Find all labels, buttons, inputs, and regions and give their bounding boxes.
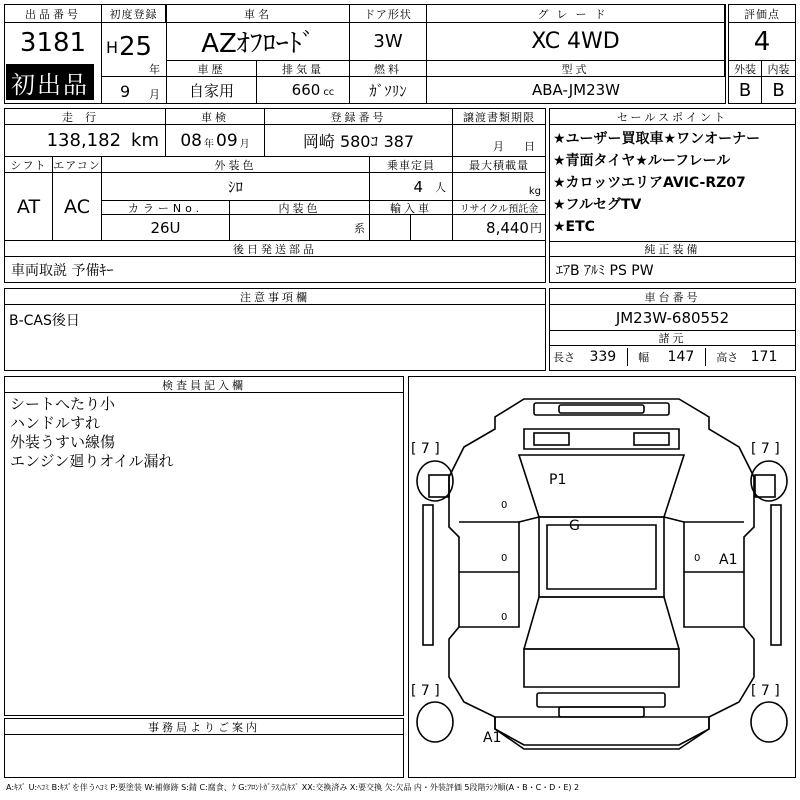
import-cell <box>370 215 411 241</box>
model-code: ABA-JM23W <box>531 81 620 99</box>
mark-left-rear-door: 0 <box>501 612 508 623</box>
inspector-note: ハンドルすれ <box>10 414 101 432</box>
shift: AT <box>5 173 53 241</box>
ac-label: エアコン <box>53 158 101 172</box>
history-label: 車歴 <box>167 61 257 77</box>
int-color-label: 内装色 <box>230 201 370 215</box>
score-label: 評価点 <box>729 5 795 23</box>
shift-label: シフト <box>5 157 53 173</box>
dimensions-row <box>553 348 793 368</box>
model-label: 型式 <box>427 61 725 77</box>
height-value: 171 <box>750 349 778 365</box>
transfer-month-unit: 月 <box>493 139 504 153</box>
tire-rear-right: [ 7 ] <box>751 683 780 699</box>
sales-points-list <box>553 128 793 238</box>
inspector-note: エンジン廻りオイル漏れ <box>10 452 174 470</box>
int-color-cell <box>230 215 370 241</box>
lot-number-label: 出品番号 <box>5 5 102 23</box>
genuine-equipment: ｴｱB ｱﾙﾐ PS PW <box>556 262 654 279</box>
later-parts-label: 後日発送部品 <box>5 241 545 257</box>
mark-left-fender: 0 <box>501 500 508 511</box>
import-cell-2 <box>411 215 453 241</box>
plate-label: 登録番号 <box>265 109 453 125</box>
import-label: 輸入車 <box>370 201 453 215</box>
car-history: 自家用 <box>167 77 257 103</box>
inspection-month: 09 <box>216 130 238 151</box>
mark-rear-bumper: A1 <box>483 730 502 746</box>
capacity: 4 <box>413 177 423 196</box>
mark-right-door: A1 <box>719 552 738 568</box>
width-label: 幅 <box>638 351 650 364</box>
ext-grade: B <box>729 77 762 103</box>
later-parts: 車両取説 予備ｷｰ <box>11 262 114 279</box>
inspection-label: 車検 <box>166 109 265 125</box>
inspector-notes <box>10 395 174 471</box>
tire-front-left: [ 7 ] <box>411 441 440 457</box>
grade-label: グレード <box>427 5 725 23</box>
inspection-cell <box>166 125 265 157</box>
mileage: 138,182 <box>46 130 122 151</box>
transfer-label: 譲渡書類期限 <box>453 109 545 125</box>
mileage-label: 走行 <box>5 109 166 125</box>
month-unit: 月 <box>149 88 160 101</box>
color-no: 26U <box>102 215 230 241</box>
inspection-year: 08 <box>180 130 202 151</box>
office-label: 事務局よりご案内 <box>5 719 403 735</box>
displacement-cell <box>257 77 350 103</box>
first-reg-month: 9 <box>120 82 131 101</box>
chassis-label: 車台番号 <box>550 289 795 305</box>
int-color-unit: 系 <box>354 221 365 235</box>
max-load-cell <box>453 173 545 201</box>
first-reg-year: 25 <box>119 32 153 62</box>
mileage-cell <box>5 125 166 157</box>
ext-grade-label: 外装 <box>729 61 762 77</box>
color-no-label: カラーNo. <box>102 201 230 215</box>
sales-point-item: ★フルセグTV <box>553 197 642 213</box>
car-diagram <box>408 376 796 778</box>
length-value: 339 <box>589 349 617 365</box>
recycle-cell <box>453 215 545 241</box>
era: H <box>106 38 119 57</box>
height-label: 高さ <box>716 351 739 364</box>
mark-right-front-door: 0 <box>694 553 701 564</box>
sales-point-item: ★青面タイヤ★ルーフレール <box>553 153 731 169</box>
sales-point-item: ★ETC <box>553 219 595 235</box>
door-type-label: ドア形状 <box>350 5 427 23</box>
inspection-year-unit: 年 <box>204 139 214 150</box>
recycle-unit: 円 <box>529 221 542 235</box>
capacity-unit: 人 <box>435 180 446 194</box>
lot-number: 3181 <box>5 23 102 63</box>
genuine-label: 純正装備 <box>550 242 795 257</box>
int-grade-label: 内装 <box>762 61 795 77</box>
int-grade: B <box>772 79 785 101</box>
car-name: AZｵﾌﾛｰﾄﾞ <box>167 23 350 61</box>
spec-label: 諸元 <box>550 331 795 346</box>
year-unit: 年 <box>149 63 160 76</box>
ext-color-label: 外装色 <box>102 157 370 173</box>
fuel-label: 燃料 <box>350 61 427 77</box>
plate-number: 岡崎 580ｺ 387 <box>265 125 453 157</box>
overall-score: 4 <box>729 23 795 61</box>
displacement-unit: cc <box>323 86 335 98</box>
inspector-note: シートへたり小 <box>10 395 116 413</box>
capacity-cell <box>370 173 453 201</box>
length-label: 長さ <box>553 351 575 364</box>
notes-label: 注意事項欄 <box>5 289 545 305</box>
tire-rear-left: [ 7 ] <box>411 683 440 699</box>
grade: XC 4WD <box>427 23 725 61</box>
sales-point-item: ★カロッツエリアAVIC-RZ07 <box>553 175 746 191</box>
sales-point-item: ★ユーザー買取車★ワンオーナー <box>553 131 761 147</box>
door-type: 3W <box>350 23 427 61</box>
transfer-cell <box>453 125 545 157</box>
chassis-number: JM23W-680552 <box>550 305 795 331</box>
first-listing-badge: 初出品 <box>6 64 94 100</box>
recycle-fee: 8,440 <box>486 218 529 237</box>
legend: A:ｷｽﾞ U:ﾍｺﾐ B:ｷｽﾞを伴うﾍｺﾐ P:要塗装 W:補修跡 S:錆 C:腐食、ｸ G:ﾌﾛﾝﾄｶﾞﾗｽ点ｷｽﾞ XX:交換済み X:要交換 欠:欠品 内・外装評価 5段階ﾗﾝｸ順(A・B・C・D・E) 2 <box>6 783 580 792</box>
displacement: 660 <box>291 81 321 99</box>
max-load-label: 最大積載量 <box>453 157 545 173</box>
transfer-day-unit: 日 <box>524 139 535 153</box>
displacement-label: 排気量 <box>257 61 350 77</box>
sales-points-label: セールスポイント <box>550 109 795 125</box>
tire-front-right: [ 7 ] <box>751 441 780 457</box>
car-name-label: 車名 <box>167 5 350 23</box>
mark-windshield: G <box>569 518 580 534</box>
recycle-label: リサイクル預託金 <box>453 201 545 215</box>
mark-left-front-door: 0 <box>501 553 508 564</box>
fuel: ｶﾞｿﾘﾝ <box>350 77 427 103</box>
inspection-month-unit: 月 <box>239 139 250 150</box>
car-outline-svg <box>409 377 795 777</box>
notes-text: B-CAS後日 <box>9 313 80 329</box>
air-conditioner: AC <box>53 173 102 241</box>
max-load-unit: kg <box>528 186 541 197</box>
mark-roof: P1 <box>549 472 567 488</box>
inspector-note: 外装うすい線傷 <box>10 433 116 451</box>
ext-color: ｼﾛ <box>102 173 370 201</box>
width-value: 147 <box>667 349 695 365</box>
first-reg-label: 初度登録 <box>102 5 166 23</box>
capacity-label: 乗車定員 <box>370 157 453 173</box>
inspector-label: 検査員記入欄 <box>5 377 403 393</box>
mileage-unit: km <box>131 130 159 151</box>
